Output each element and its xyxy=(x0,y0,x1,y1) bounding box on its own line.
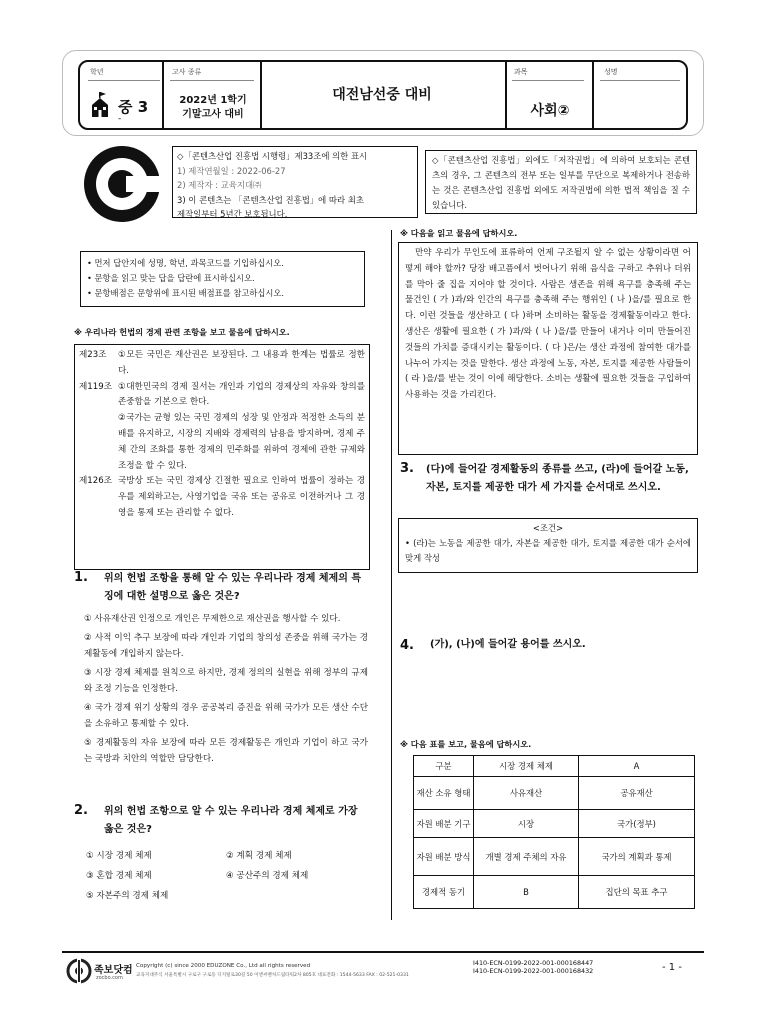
table-cell: 경제적 동기 xyxy=(414,876,474,909)
header-sep-1 xyxy=(162,62,164,128)
copyright-line-5: 제작일부터 5년간 보호됩니다. xyxy=(177,209,288,219)
question-1-options xyxy=(84,611,368,767)
q1-option-5[interactable]: ⑤ 경제활동의 자유 보장에 따라 모든 경제활동은 개인과 기업이 하고 국가는 국방과 치안의 역할만 담당한다. xyxy=(84,738,368,764)
article119-label: 제119조 xyxy=(79,381,113,392)
q2-option-3[interactable]: ③ 혼합 경제 체제 xyxy=(86,871,152,881)
table-row xyxy=(414,777,695,810)
copyright-line-1: ◇「콘텐츠산업 진흥법 시행령」제33조에 의한 표시 xyxy=(177,151,368,161)
table-cell: 국가(정부) xyxy=(579,810,695,838)
q2-option-4[interactable]: ④ 공산주의 경제 체제 xyxy=(226,871,309,881)
name-label: 성명 xyxy=(604,68,618,76)
grade-value: 중 3 xyxy=(118,98,149,116)
footer-divider xyxy=(62,951,704,953)
copyright-line-2: 1) 제작연월일 : 2022-06-27 xyxy=(177,165,286,176)
table-header-cell: 시장 경제 체제 xyxy=(474,756,579,777)
economy-comparison-table xyxy=(413,755,695,909)
copyright-notice-left xyxy=(172,146,418,218)
q1-option-3[interactable]: ③ 시장 경제 체제를 원칙으로 하지만, 경제 정의의 실현을 위해 정부의 규제와 조정 기능을 인정한다. xyxy=(84,668,368,694)
question-3-text: (다)에 들어갈 경제활동의 종류를 쓰고, (라)에 들어갈 노동, 자본, 토지를 제공한 대가 세 가지를 순서대로 쓰시오. xyxy=(426,464,689,493)
q1-option-4[interactable]: ④ 국가 경제 위기 상황의 경우 공공복리 증진을 위해 국가가 모든 생산 수단을 소유하고 통제할 수 있다. xyxy=(84,703,368,729)
subject-value: 사회② xyxy=(530,103,570,119)
table-cell: 재산 소유 형태 xyxy=(414,777,474,810)
table-cell: B xyxy=(474,876,579,909)
footer-code-2: I410-ECN-0199-2022-001-000168432 xyxy=(473,967,594,975)
question-2-options xyxy=(86,846,366,906)
table-cell: 공유재산 xyxy=(579,777,695,810)
header-sep-4 xyxy=(592,62,594,128)
table-header-cell: A xyxy=(579,756,695,777)
footer-copyright: Copyright (c) since 2000 EDUZONE Co., Ltd all rights reserved xyxy=(136,963,311,969)
footer-address: 교육지대주식 서울특별시 구로구 구로동 디지털로30길 50 이앤씨벤처드림타워2차 805호 대표전화 : 1544-5633 FAX : 02-521-0331 xyxy=(136,973,409,978)
table-cell: 시장 xyxy=(474,810,579,838)
question-4-text: (가), (나)에 들어갈 용어를 쓰시오. xyxy=(430,639,586,650)
condition-text: • (라)는 노동을 제공한 대가, 자본을 제공한 대가, 토지를 제공한 대가 순서에 맞게 작성 xyxy=(405,538,691,563)
article119-p2: ②국가는 균형 있는 국민 경제의 성장 및 안정과 적정한 소득의 분배를 유지하고, 시장의 지배와 경제력의 남용을 방지하며, 경제 주체 간의 조화를 통한 경제의 민주화를 위하여 경제에 관한 규제와 조정을 할 수 있다. xyxy=(118,413,365,471)
instruction-2: • 문항을 읽고 맞는 답을 답란에 표시하십시오. xyxy=(87,273,255,283)
exam-type-line2: 기말고사 대비 xyxy=(182,109,244,120)
page-number: - 1 - xyxy=(662,962,682,973)
exam-type-label: 고사 종류 xyxy=(172,68,202,76)
footer-brand-sub: zocbo.com xyxy=(96,975,123,981)
question-1 xyxy=(74,570,370,606)
condition-title: <조건> xyxy=(532,523,564,533)
article23-label: 제23조 xyxy=(79,350,107,360)
grade-divider xyxy=(88,80,160,81)
question-1-text: 위의 헌법 조항을 통해 알 수 있는 우리나라 경제 체제의 특징에 대한 설명으로 옳은 것은? xyxy=(104,573,361,602)
copyright-line-3: 2) 제작자 : 교육지대㈜ xyxy=(177,180,262,190)
question-4-number: 4. xyxy=(400,637,414,653)
table-cell: 사유재산 xyxy=(474,777,579,810)
subject-divider xyxy=(512,80,584,81)
zocbo-logo-icon xyxy=(66,958,92,984)
section3-title: ※ 다음 표를 보고, 물음에 답하시오. xyxy=(400,739,532,749)
instructions-box xyxy=(80,251,365,307)
exam-type-value xyxy=(172,94,254,122)
grade-label: 학년 xyxy=(90,68,104,76)
q2-option-1[interactable]: ① 시장 경제 체제 xyxy=(86,851,152,861)
footer-brand: 족보닷컴 xyxy=(94,965,133,976)
table-cell: 국가의 계획과 통제 xyxy=(579,838,695,876)
question-3 xyxy=(400,461,698,497)
school-title: 대전남선중 대비 xyxy=(332,87,432,103)
q1-option-1[interactable]: ① 사유재산권 인정으로 개인은 무제한으로 재산권을 행사할 수 있다. xyxy=(84,614,341,624)
column-divider xyxy=(391,230,392,920)
passage-box xyxy=(398,242,698,455)
table-header-cell: 구분 xyxy=(414,756,474,777)
instruction-1: • 먼저 답안지에 성명, 학년, 과목코드를 기입하십시오. xyxy=(87,258,284,268)
article126-text: 국방상 또는 국민 경제상 긴절한 필요로 인하여 법률이 정하는 경우를 제외하고는, 사영기업을 국유 또는 공유로 이전하거나 그 경영을 통제 또는 관리할 수 없다. xyxy=(118,476,365,518)
school-icon xyxy=(90,92,110,118)
subject-label: 과목 xyxy=(514,68,528,76)
article126-label: 제126조 xyxy=(79,476,113,487)
article23-text: ①모든 국민은 재산권은 보장된다. 그 내용과 한계는 법률로 정한다. xyxy=(118,350,365,376)
table-cell: 집단의 목표 추구 xyxy=(579,876,695,909)
passage-text: 만약 우리가 무인도에 표류하여 언제 구조될지 알 수 없는 상황이라면 어떻게 해야 할까? 당장 배고픔에서 벗어나기 위해 음식을 구하고 추위나 더위를 막아 줄 집을 지어야 할 것이다. 사람은 생존을 위해 욕구를 충족해 주는 물건인 ( 가 )과/와 인간의 욕구를 충족해 주는 행위인 ( 나 )을/를 필요로 한다. 이런 것들을 생산하고 ( 다 )하며 소비하는 활동을 경제활동이라고 한다. 생산은 생활에 필요한 ( 가 )과/와 ( 나 )을/를 만들어 내거나 이미 만들어진 것들의 가치를 증대시키는 활동이다. ( 다 )은/는 생산 과정에 참여한 대가를 나누어 가지는 것을 말한다. 생산 과정에 노동, 자본, 토지를 제공한 사람들이 ( 라 )을/를 받는 것이 이에 해당한다. 소비는 생활에 필요한 것들을 구입하여 사용하는 것을 가리킨다. xyxy=(405,248,691,401)
copyright-c-icon-opening xyxy=(126,176,160,192)
copyright-notice-right: ◇「콘텐츠산업 진흥법」외에도「저작권법」에 의하여 보호되는 콘텐츠의 경우, 그 콘텐츠의 전부 또는 일부를 무단으로 복제하거나 전송하는 것은 콘텐츠산업 진흥법 외에도 저작권법에 의한 법적 책임을 질 수 있습니다. xyxy=(425,150,697,214)
footer-codes xyxy=(473,959,593,975)
instruction-3: • 문항배점은 문항위에 표시된 배점표를 참고하십시오. xyxy=(87,288,285,298)
q2-option-2[interactable]: ② 계획 경제 체제 xyxy=(226,851,292,861)
condition-box xyxy=(398,518,698,573)
table-row xyxy=(414,810,695,838)
table-cell: 자원 배분 기구 xyxy=(414,810,474,838)
footer-code-1: I410-ECN-0199-2022-001-000168447 xyxy=(473,959,594,967)
question-4 xyxy=(400,636,698,654)
name-divider xyxy=(600,80,680,81)
article119-p1: ①대한민국의 경제 질서는 개인과 기업의 경제상의 자유와 창의를 존중함을 기본으로 한다. xyxy=(118,381,365,408)
table-row xyxy=(414,838,695,876)
q2-option-5[interactable]: ⑤ 자본주의 경제 체제 xyxy=(86,891,169,901)
grade-dash: - xyxy=(118,114,122,124)
table-row xyxy=(414,876,695,909)
header-sep-3 xyxy=(505,62,507,128)
constitution-box xyxy=(74,344,370,570)
copyright-line-4: 3) 이 콘텐츠는 「콘텐츠산업 진흥법」에 따라 최초 xyxy=(177,194,364,205)
table-header-row xyxy=(414,756,695,777)
section2-title: ※ 다음을 읽고 물음에 답하시오. xyxy=(400,228,518,238)
q1-option-2[interactable]: ② 사적 이익 추구 보장에 따라 개인과 기업의 창의성 존중을 위해 국가는 경제활동에 개입하지 않는다. xyxy=(84,633,368,659)
question-1-number: 1. xyxy=(74,570,88,585)
question-2-number: 2. xyxy=(74,803,88,818)
exam-type-line1: 2022년 1학기 xyxy=(179,95,247,106)
question-2-text: 위의 헌법 조항으로 알 수 있는 우리나라 경제 체제로 가장 옳은 것은? xyxy=(104,806,358,835)
table-cell: 개별 경제 주체의 자유 xyxy=(474,838,579,876)
section1-title: ※ 우리나라 헌법의 경제 관련 조항을 보고 물음에 답하시오. xyxy=(74,327,290,337)
question-3-number: 3. xyxy=(400,461,414,476)
exam-type-divider xyxy=(170,80,254,81)
table-cell: 자원 배분 방식 xyxy=(414,838,474,876)
question-2 xyxy=(74,803,370,839)
